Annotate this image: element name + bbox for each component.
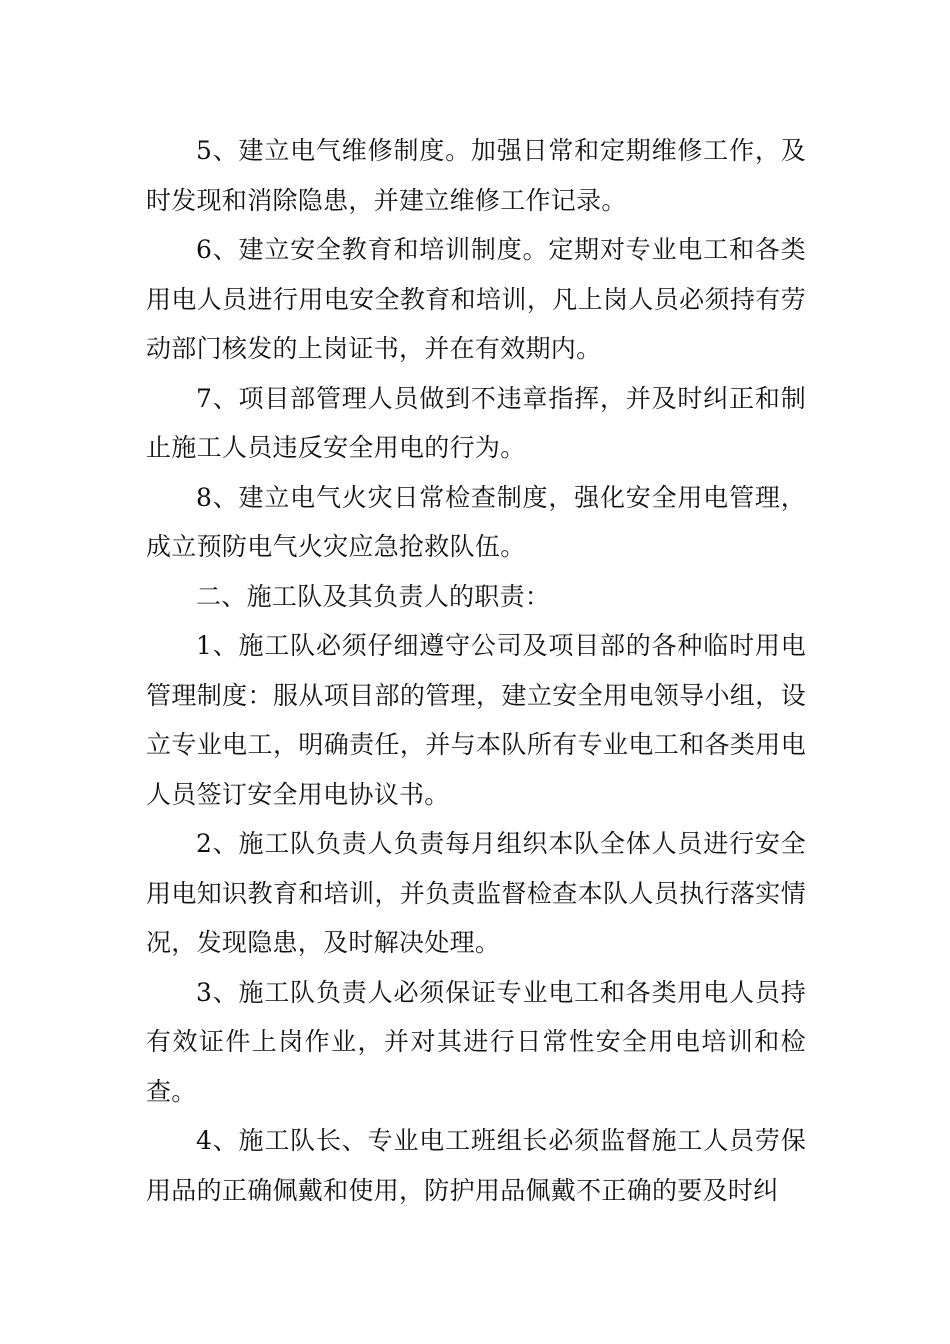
paragraph-item-8: 8、建立电气火灾日常检查制度，强化安全用电管理，成立预防电气火灾应急抢救队伍。: [146, 482, 806, 561]
paragraph-item-7: 7、项目部管理人员做到不违章指挥，并及时纠正和制止施工人员违反安全用电的行为。: [146, 383, 806, 462]
paragraph-item-2: 2、施工队负责人负责每月组织本队全体人员进行安全用电知识教育和培训，并负责监督检查本队人员执行落实情况，发现隐患，及时解决处理。: [146, 829, 806, 957]
paragraph-item-5: 5、建立电气维修制度。加强日常和定期维修工作，及时发现和消除隐患，并建立维修工作记录。: [146, 136, 806, 215]
paragraph-item-6: 6、建立安全教育和培训制度。定期对专业电工和各类用电人员进行用电安全教育和培训，凡上岗人员必须持有劳动部门核发的上岗证书，并在有效期内。: [146, 235, 806, 363]
document-page: [146, 126, 806, 1215]
paragraph-item-1: 1、施工队必须仔细遵守公司及项目部的各种临时用电管理制度：服从项目部的管理，建立安全用电领导小组，设立专业电工，明确责任，并与本队所有专业电工和各类用电人员签订安全用电协议书。: [146, 631, 806, 809]
paragraph-item-4: 4、施工队长、专业电工班组长必须监督施工人员劳保用品的正确佩戴和使用，防护用品佩戴不正确的要及时纠: [146, 1126, 806, 1205]
paragraph-item-3: 3、施工队负责人必须保证专业电工和各类用电人员持有效证件上岗作业，并对其进行日常性安全用电培训和检查。: [146, 977, 806, 1106]
section-heading-2: 二、施工队及其负责人的职责：: [196, 581, 551, 611]
